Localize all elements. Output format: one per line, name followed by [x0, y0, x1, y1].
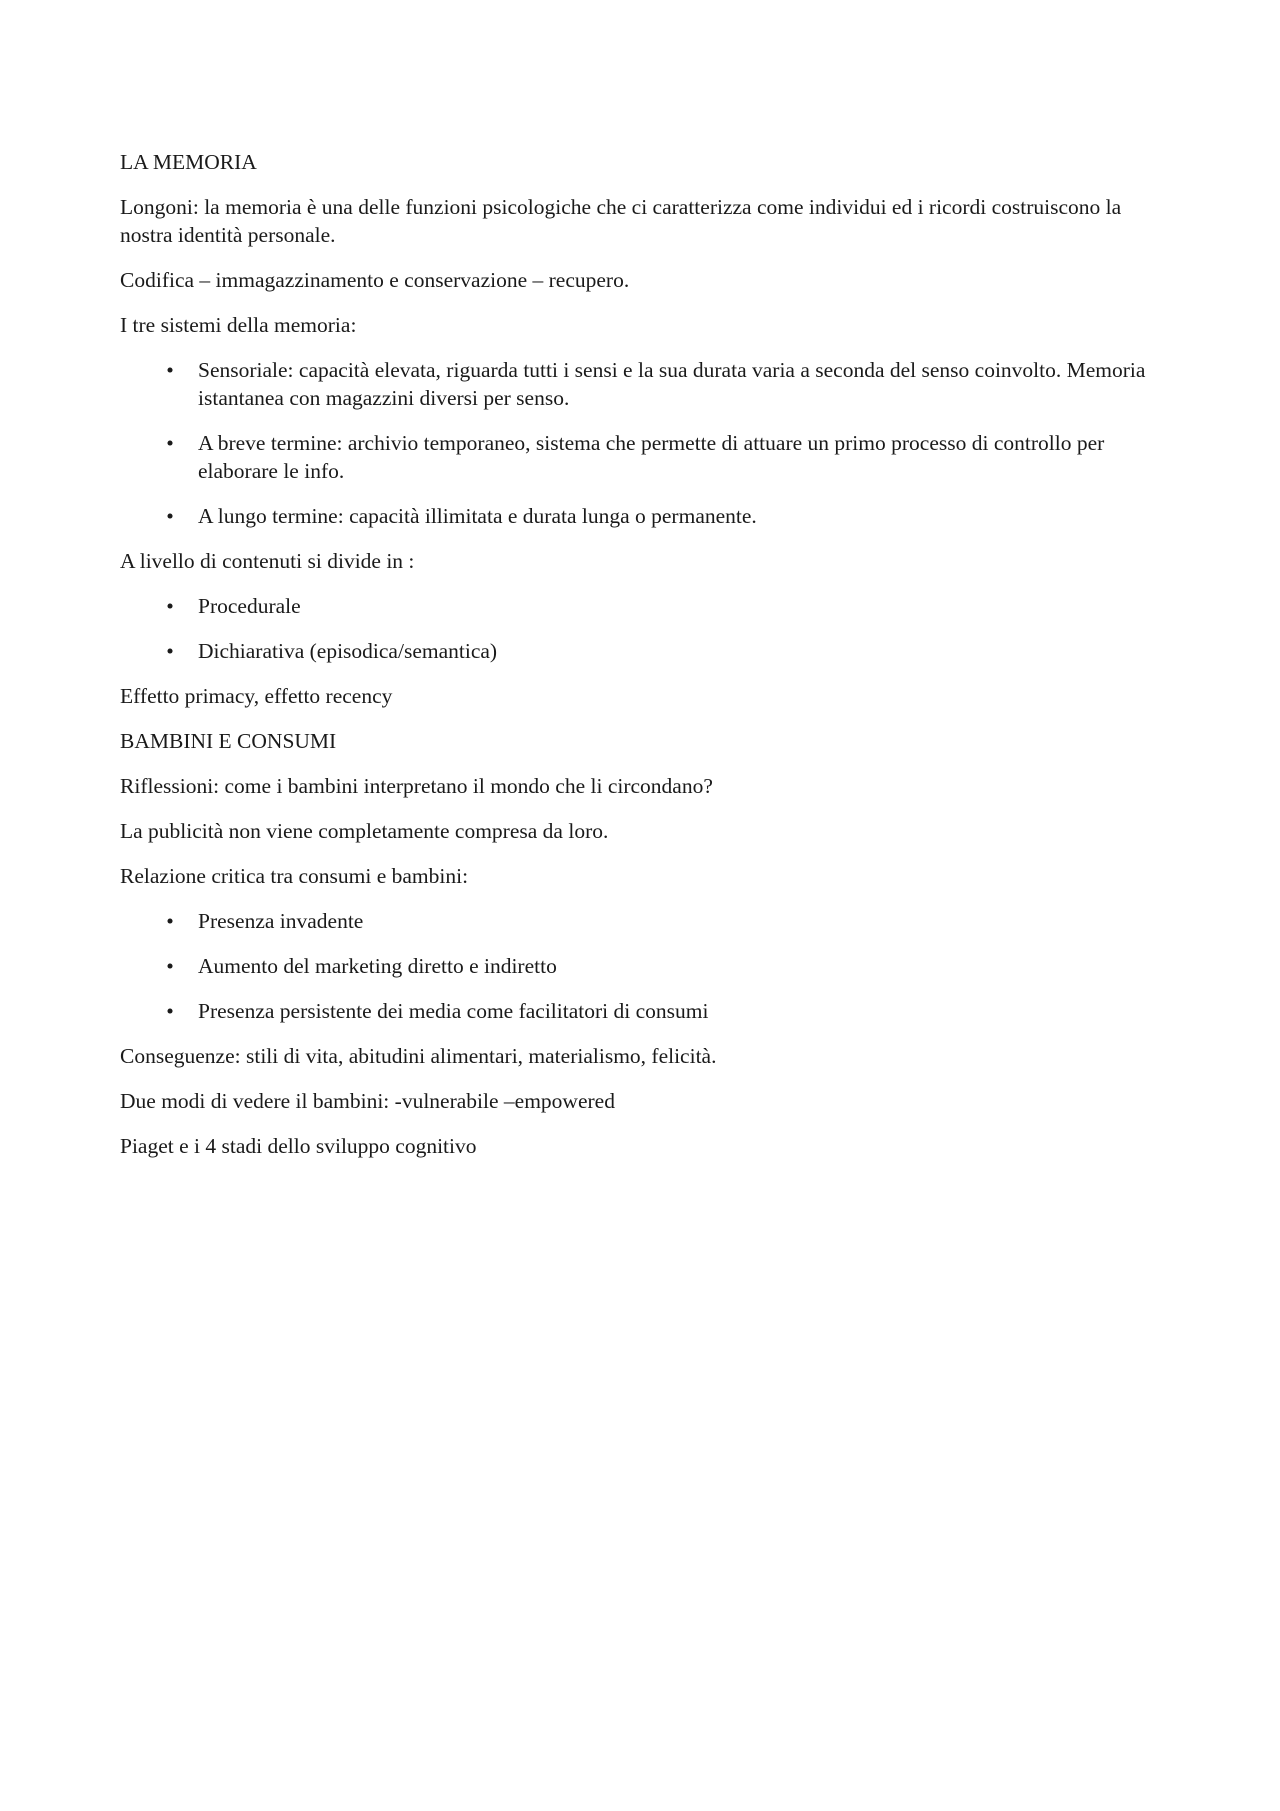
paragraph-riflessioni: Riflessioni: come i bambini interpretano il mondo che li circondano?: [120, 774, 713, 798]
bullet-icon: •: [166, 358, 174, 382]
paragraph-piaget: Piaget e i 4 stadi dello sviluppo cognitivo: [120, 1134, 477, 1158]
list-item-text: Presenza persistente dei media come facilitatori di consumi: [198, 999, 709, 1023]
list-item-text: Sensoriale: capacità elevata, riguarda tutti i sensi e la sua durata varia a seconda del senso coinvolto. Memoria istantanea con magazzini diversi per senso.: [198, 358, 1146, 410]
paragraph-codifica: Codifica – immagazzinamento e conservazione – recupero.: [120, 268, 630, 292]
paragraph-effetto: Effetto primacy, effetto recency: [120, 684, 393, 708]
bullet-icon: •: [166, 909, 174, 933]
section-heading-memoria: LA MEMORIA: [120, 150, 257, 174]
list-contenuti: [120, 592, 1170, 665]
list-item-text: Procedurale: [198, 594, 301, 618]
bullet-icon: •: [166, 504, 174, 528]
document-page: [120, 148, 1170, 1177]
paragraph-conseguenze: Conseguenze: stili di vita, abitudini alimentari, materialismo, felicità.: [120, 1044, 717, 1068]
paragraph-due-modi: Due modi di vedere il bambini: -vulnerabile –empowered: [120, 1089, 615, 1113]
bullet-icon: •: [166, 639, 174, 663]
list-sistemi-memoria: [120, 356, 1170, 530]
list-item: [120, 637, 1170, 665]
list-item: [120, 952, 1170, 980]
list-item: [120, 592, 1170, 620]
list-item-text: Dichiarativa (episodica/semantica): [198, 639, 498, 663]
list-item-text: A lungo termine: capacità illimitata e durata lunga o permanente.: [198, 504, 757, 528]
paragraph-relazione: Relazione critica tra consumi e bambini:: [120, 864, 469, 888]
paragraph-longoni: Longoni: la memoria è una delle funzioni psicologiche che ci caratterizza come individui ed i ricordi costruiscono la nostra identità personale.: [120, 195, 1122, 247]
bullet-icon: •: [166, 594, 174, 618]
paragraph-livello-contenuti: A livello di contenuti si divide in :: [120, 549, 415, 573]
paragraph-publicita: La publicità non viene completamente compresa da loro.: [120, 819, 609, 843]
paragraph-tre-sistemi: I tre sistemi della memoria:: [120, 313, 357, 337]
list-relazione: [120, 907, 1170, 1025]
list-item-text: Presenza invadente: [198, 909, 364, 933]
list-item: [120, 502, 1170, 530]
bullet-icon: •: [166, 999, 174, 1023]
list-item-text: A breve termine: archivio temporaneo, sistema che permette di attuare un primo processo di controllo per elaborare le info.: [198, 431, 1105, 483]
bullet-icon: •: [166, 954, 174, 978]
bullet-icon: •: [166, 431, 174, 455]
list-item: [120, 429, 1170, 485]
list-item: [120, 907, 1170, 935]
list-item: [120, 356, 1170, 412]
section-heading-bambini: BAMBINI E CONSUMI: [120, 729, 337, 753]
list-item: [120, 997, 1170, 1025]
list-item-text: Aumento del marketing diretto e indiretto: [198, 954, 557, 978]
